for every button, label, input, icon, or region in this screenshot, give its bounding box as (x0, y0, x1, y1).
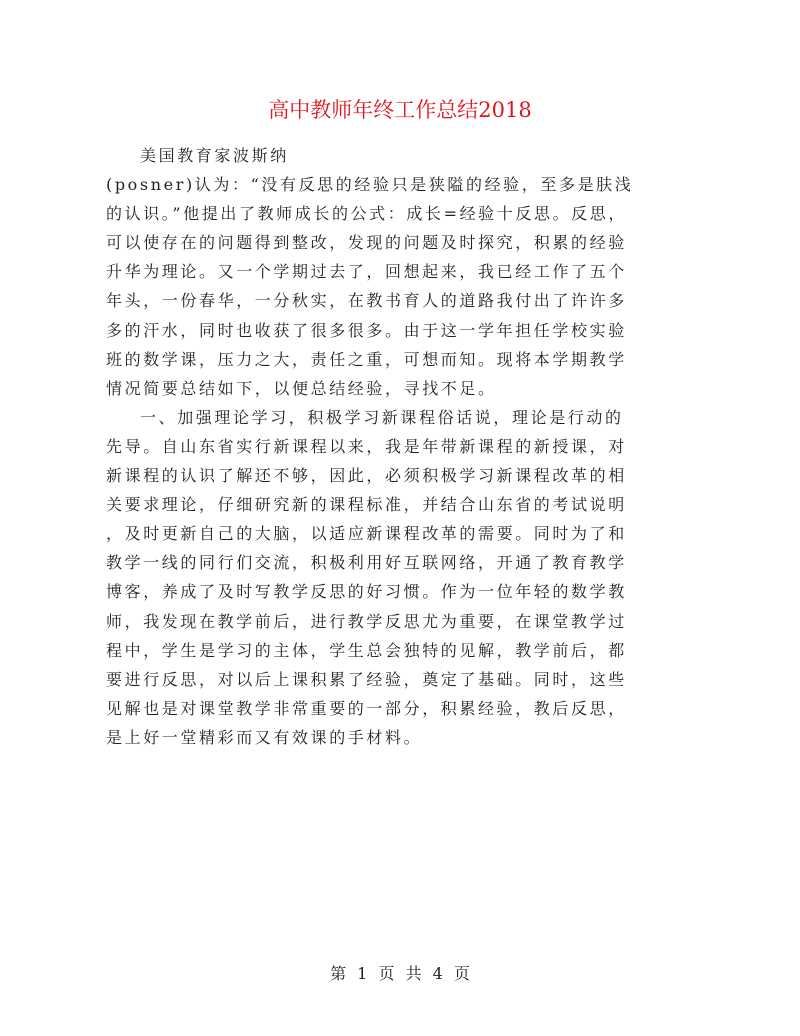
text-line: 年头，一份春华，一分秋实，在教书育人的道路我付出了许许多 (106, 291, 627, 311)
text-line: 情况简要总结如下，以便总结经验，寻找不足。 (106, 378, 497, 398)
document-title: 高中教师年终工作总结2018 (268, 98, 532, 122)
text-line: 见解也是对课堂教学非常重要的一部分，积累经验，教后反思， (106, 698, 627, 718)
text-line: 师，我发现在教学前后，进行教学反思尤为重要，在课堂教学过 (106, 611, 627, 631)
page-number-footer: 第 1 页 共 4 页 (330, 964, 470, 983)
text-line: 多的汗水，同时也收获了很多很多。由于这一学年担任学校实验 (106, 320, 627, 340)
text-line: 程中，学生是学习的主体，学生总会独特的见解，教学前后，都 (106, 640, 627, 660)
text-line: 美国教育家波斯纳 (140, 146, 289, 165)
text-line: ，及时更新自己的大脑，以适应新课程改革的需要。同时为了和 (106, 524, 627, 544)
text-line: 是上好一堂精彩而又有效课的手材料。 (106, 727, 423, 747)
text-line: 要进行反思，对以后上课积累了经验，奠定了基础。同时，这些 (106, 669, 627, 689)
text-line: 升华为理论。又一个学期过去了，回想起来，我已经工作了五个 (106, 262, 627, 282)
text-line: 先导。自山东省实行新课程以来，我是年带新课程的新授课，对 (106, 436, 627, 456)
text-line: 新课程的认识了解还不够，因此，必须积极学习新课程改革的相 (106, 466, 627, 486)
text-line: 教学一线的同行们交流，积极利用好互联网络，开通了教育教学 (106, 553, 627, 573)
text-line: 的认识。”他提出了教师成长的公式：成长=经验十反思。反思， (106, 204, 627, 224)
text-line: 可以使存在的问题得到整改，发现的问题及时探究，积累的经验 (106, 233, 627, 253)
text-line: 班的数学课，压力之大，责任之重，可想而知。现将本学期教学 (106, 349, 627, 369)
document-body (106, 141, 694, 752)
text-line: 一、加强理论学习，积极学习新课程俗话说，理论是行动的 (140, 407, 624, 427)
text-line: (posner)认为：“没有反思的经验只是狭隘的经验，至多是肤浅 (106, 175, 634, 195)
text-line: 博客，养成了及时写教学反思的好习惯。作为一位年轻的数学教 (106, 582, 627, 602)
text-line: 关要求理论，仔细研究新的课程标准，并结合山东省的考试说明 (106, 495, 627, 515)
